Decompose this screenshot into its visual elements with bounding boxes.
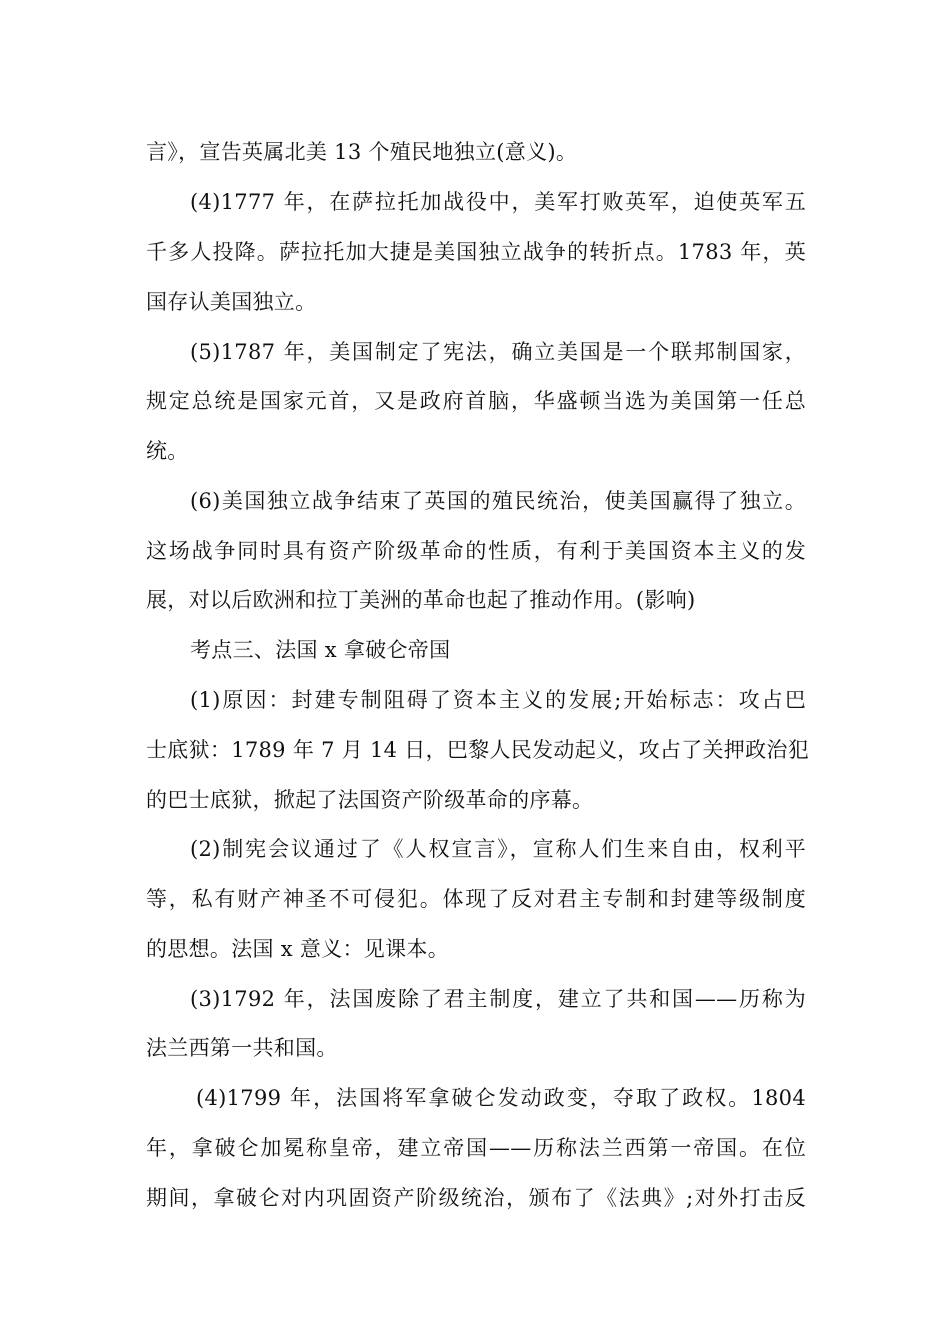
text-line: (6)美国独立战争结束了英国的殖民统治，使美国赢得了独立。	[190, 489, 806, 513]
text-line: 千多人投降。萨拉托加大捷是美国独立战争的转折点。1783 年，英	[146, 240, 806, 264]
text-line: (2)制宪会议通过了《人权宣言》，宣称人们生来自由，权利平	[190, 837, 806, 861]
text-line: 言》，宣告英属北美 13 个殖民地独立(意义)。	[146, 140, 578, 164]
text-line: (4)1777 年，在萨拉托加战役中，美军打败英军，迫使英军五	[190, 190, 806, 214]
text-line: 等，私有财产神圣不可侵犯。体现了反对君主专制和封建等级制度	[146, 887, 806, 911]
text-line: 的思想。法国 x 意义：见课本。	[146, 937, 449, 961]
section-heading: 考点三、法国 x 拿破仑帝国	[190, 638, 451, 662]
text-line: 展，对以后欧洲和拉丁美洲的革命也起了推动作用。(影响)	[146, 588, 696, 612]
text-line: 这场战争同时具有资产阶级革命的性质，有利于美国资本主义的发	[146, 539, 806, 563]
text-line: 规定总统是国家元首，又是政府首脑，华盛顿当选为美国第一任总	[146, 389, 806, 413]
text-line: 法兰西第一共和国。	[146, 1036, 338, 1060]
text-line: (4)1799 年，法国将军拿破仑发动政变，夺取了政权。1804	[196, 1086, 806, 1110]
text-line: 的巴士底狱，掀起了法国资产阶级革命的序幕。	[146, 788, 594, 812]
text-line: 年，拿破仑加冕称皇帝，建立帝国——历称法兰西第一帝国。在位	[146, 1136, 806, 1160]
text-line: 统。	[146, 439, 189, 463]
text-line: 士底狱：1789 年 7 月 14 日，巴黎人民发动起义，攻占了关押政治犯	[146, 738, 809, 762]
text-line: (1)原因：封建专制阻碍了资本主义的发展;开始标志：攻占巴	[190, 688, 806, 712]
text-line: (3)1792 年，法国废除了君主制度，建立了共和国——历称为	[190, 987, 806, 1011]
text-line: (5)1787 年，美国制定了宪法，确立美国是一个联邦制国家，	[190, 340, 806, 364]
text-line: 期间，拿破仑对内巩固资产阶级统治，颁布了《法典》;对外打击反	[146, 1186, 806, 1210]
text-line: 国存认美国独立。	[146, 290, 317, 314]
